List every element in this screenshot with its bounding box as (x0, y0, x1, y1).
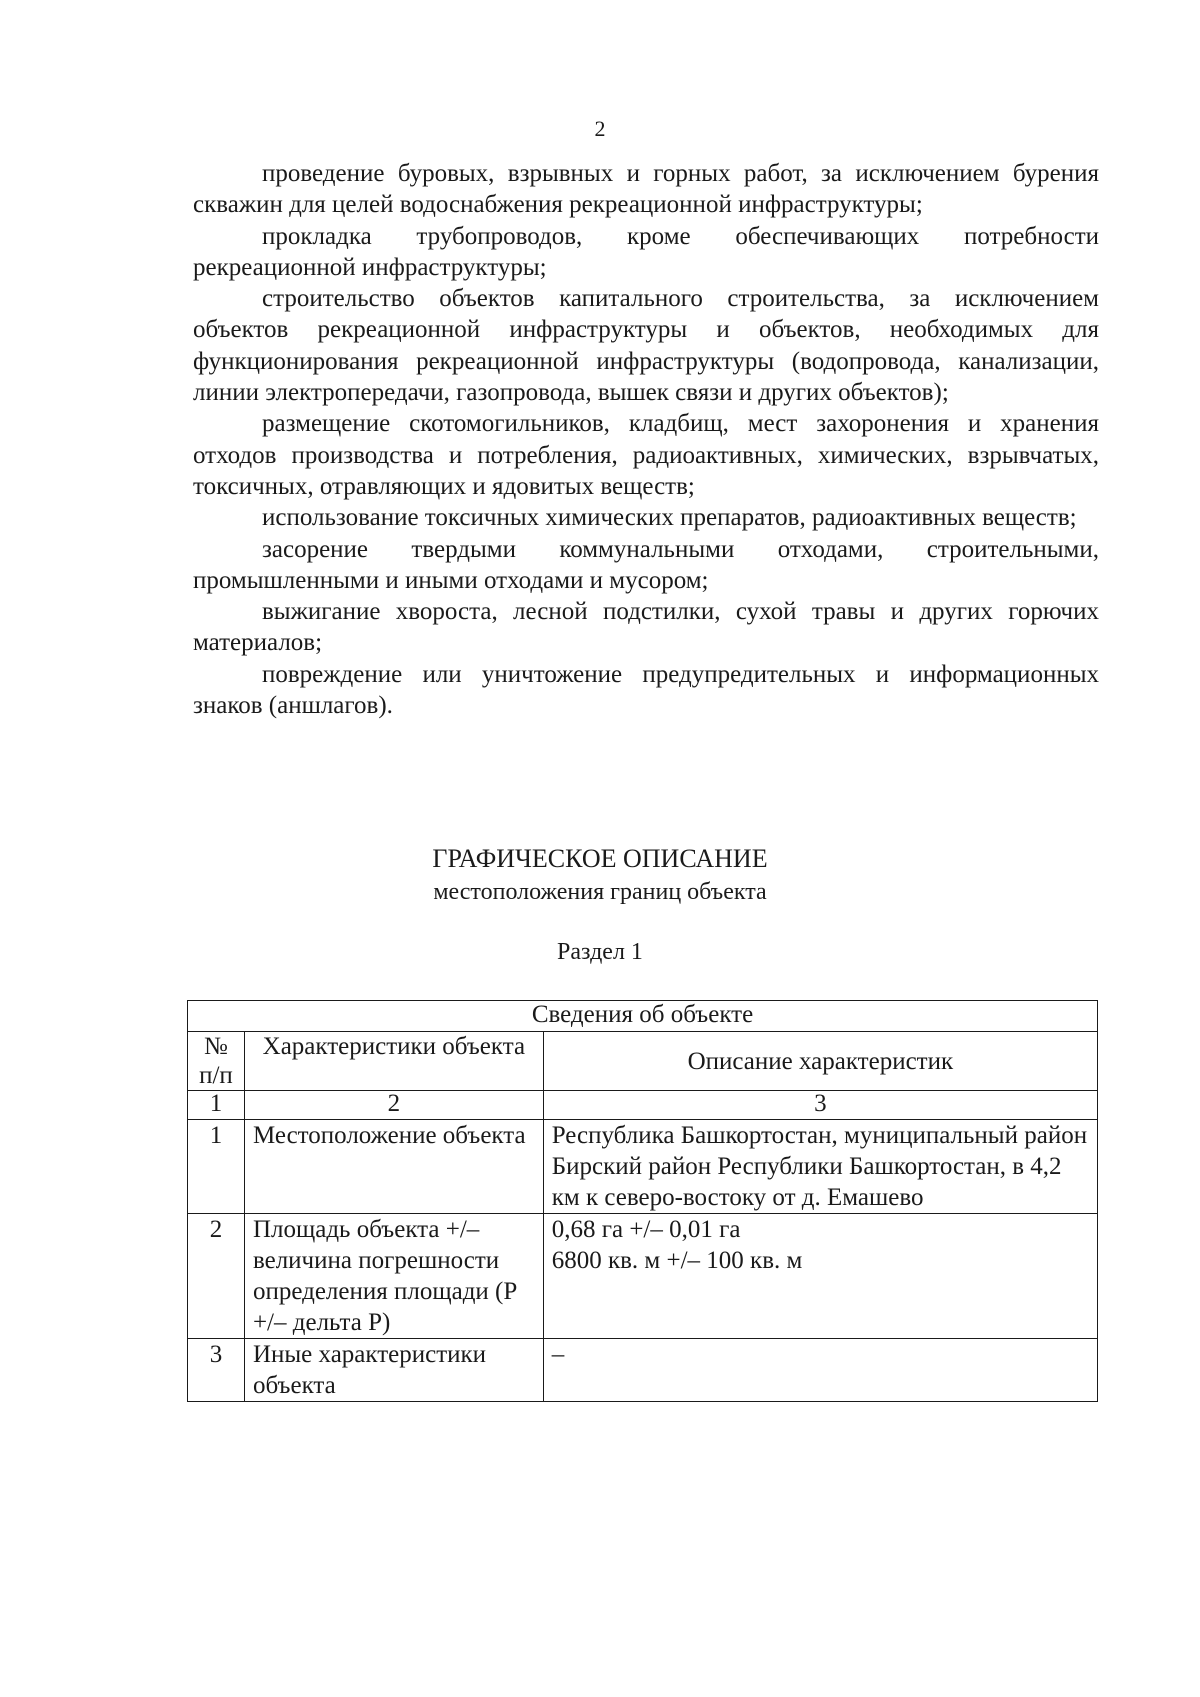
column-number: 2 (244, 1091, 543, 1120)
row-description: – (543, 1339, 1097, 1402)
description-line: 0,68 га +/– 0,01 га (551, 1216, 741, 1243)
object-info-table (187, 1000, 1098, 1402)
row-number: 1 (188, 1120, 245, 1214)
description-line: 6800 кв. м +/– 100 кв. м (551, 1247, 803, 1274)
row-characteristic: Местоположение объекта (244, 1120, 543, 1214)
paragraph: прокладка трубопроводов, кроме обеспечивающих потребности рекреационной инфраструктуры; (193, 222, 1099, 281)
table-row (188, 1214, 1098, 1339)
document-heading: ГРАФИЧЕСКОЕ ОПИСАНИЕ (432, 844, 768, 873)
paragraph: размещение скотомогильников, кладбищ, мест захоронения и хранения отходов производства и потребления, радиоактивных, химических, взрывчатых, токсичных, отравляющих и ядовитых веществ; (193, 410, 1099, 500)
paragraph: повреждение или уничтожение предупредительных и информационных знаков (аншлагов). (193, 660, 1099, 720)
column-number: 3 (543, 1091, 1097, 1120)
table-row (188, 1120, 1098, 1214)
row-number: 3 (188, 1339, 245, 1402)
table-caption-row (188, 1001, 1098, 1032)
row-description (543, 1214, 1097, 1339)
table-caption: Сведения об объекте (188, 1001, 1098, 1032)
row-number: 2 (188, 1214, 245, 1339)
row-characteristic: Иные характеристики объекта (244, 1339, 543, 1402)
document-subheading: местоположения границ объекта (433, 879, 767, 905)
table-row (188, 1339, 1098, 1402)
paragraph: строительство объектов капитального строительства, за исключением объектов рекреационной инфраструктуры и объектов, необходимых для функционирования рекреационной инфраструктуры (водопровода, канализации, линии электропередачи, газопровода, вышек связи и других объектов); (193, 285, 1099, 407)
header-number: № п/п (188, 1032, 245, 1091)
paragraph: использование токсичных химических препаратов, радиоактивных веществ; (262, 504, 1077, 532)
table-header-row (188, 1032, 1098, 1091)
paragraph: проведение буровых, взрывных и горных работ, за исключением бурения скважин для целей водоснабжения рекреационной инфраструктуры; (193, 160, 1099, 219)
header-description: Описание характеристик (543, 1032, 1097, 1091)
header-characteristic: Характеристики объекта (244, 1032, 543, 1091)
row-description: Республика Башкортостан, муниципальный район Бирский район Республики Башкортостан, в 4,2 км к северо-востоку от д. Емашево (543, 1120, 1097, 1214)
body-text (193, 158, 1099, 721)
page-number: 2 (594, 116, 606, 141)
row-characteristic: Площадь объекта +/– величина погрешности определения площади (Р +/– дельта Р) (244, 1214, 543, 1339)
column-number-row (188, 1091, 1098, 1120)
column-number: 1 (188, 1091, 245, 1120)
paragraph: засорение твердыми коммунальными отходами, строительными, промышленными и иными отходами и мусором; (193, 535, 1099, 594)
paragraph: выжигание хвороста, лесной подстилки, сухой травы и других горючих материалов; (193, 598, 1099, 657)
section-title: Раздел 1 (557, 939, 643, 965)
